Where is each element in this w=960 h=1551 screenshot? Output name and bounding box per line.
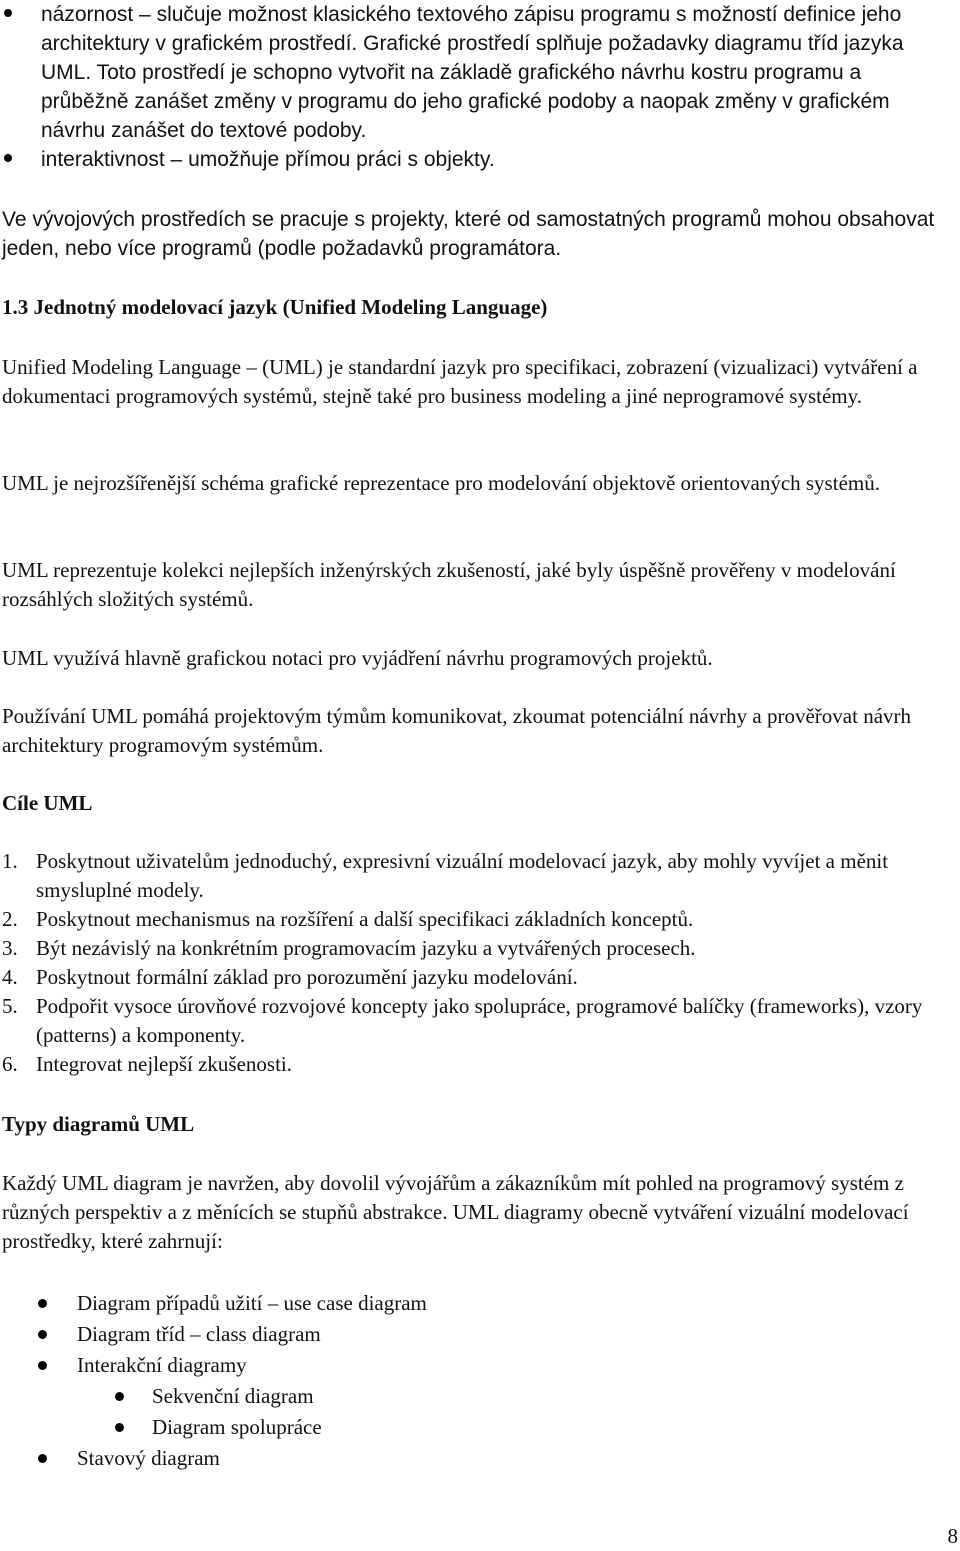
uml-definition-paragraph: Unified Modeling Language – (UML) je standardní jazyk pro specifikaci, zobrazení (vizualizaci) vytváření a dokumentaci programových systémů, stejně také pro business modeling a jiné neprogramové systémy. [2,355,918,408]
goal-text: Podpořit vysoce úrovňové rozvojové koncepty jako spolupráce, programové balíčky (frameworks), vzory (patterns) a komponenty. [36,994,923,1047]
diagram-type-item [0,1443,950,1474]
bullet-icon [115,1423,124,1432]
diagram-type-item [0,1350,950,1381]
goal-number: 4. [2,965,18,989]
goal-item [2,934,952,963]
diagram-type-label: Sekvenční diagram [152,1384,314,1408]
uml-notation-paragraph: UML využívá hlavně grafickou notaci pro vyjádření návrhu programových projektů. [2,646,713,670]
bullet-item-interactivity: interaktivnost – umožňuje přímou práci s objekty. [0,145,950,174]
types-paragraph: Každý UML diagram je navržen, aby dovolil vývojářům a zákazníkům mít pohled na programový systém z různých perspektiv a z měnících se stupňů abstrakce. UML diagramy obecně vytváření vizuální modelovací prostředky, které zahrnují: [2,1171,909,1253]
diagram-subtype-item [0,1381,950,1412]
goal-number: 6. [2,1052,18,1076]
diagram-type-item [0,1319,950,1350]
goal-text: Poskytnout uživatelům jednoduchý, expresivní vizuální modelovací jazyk, aby mohly vyvíjet a měnit smysluplné modely. [36,849,889,902]
bullet-icon [38,1361,47,1370]
diagram-types-list [0,1288,950,1474]
goals-list [2,847,952,1079]
diagram-type-label: Stavový diagram [77,1446,220,1470]
feature-bullet-list [0,0,950,174]
diagram-type-label: Interakční diagramy [77,1353,247,1377]
uml-experience-paragraph: UML reprezentuje kolekci nejlepších inženýrských zkušeností, jaké byly úspěšně prověřeny v modelování rozsáhlých složitých systémů. [2,558,896,611]
section-heading: 1.3 Jednotný modelovací jazyk (Unified Modeling Language) [2,295,548,319]
goals-heading: Cíle UML [2,791,93,815]
goal-number: 1. [2,849,18,873]
goal-text: Být nezávislý na konkrétním programovacím jazyku a vytvářených procesech. [36,936,696,960]
diagram-type-item [0,1288,950,1319]
bullet-item-clarity: názornost – slučuje možnost klasického textového zápisu programu s možností definice jeho architektury v grafickém prostředí. Grafické prostředí splňuje požadavky diagramu tříd jazyka UML. Toto prostředí je schopno vytvořit na základě grafického návrhu kostru programu a průběžně zanášet změny v programu do jeho grafické podoby a naopak změny v grafickém návrhu zanášet do textové podoby. [0,0,950,145]
goal-item [2,992,952,1050]
diagram-type-label: Diagram případů užití – use case diagram [77,1291,427,1315]
goal-text: Poskytnout formální základ pro porozumění jazyku modelování. [36,965,578,989]
goal-item [2,847,952,905]
bullet-icon [115,1392,124,1401]
goal-text: Poskytnout mechanismus na rozšíření a další specifikaci základních konceptů. [36,907,694,931]
bullet-icon [38,1299,47,1308]
goal-number: 5. [2,994,18,1018]
page-number: 8 [947,1524,958,1548]
bullet-icon [38,1330,47,1339]
goal-number: 3. [2,936,18,960]
goal-item [2,905,952,934]
diagram-type-label: Diagram tříd – class diagram [77,1322,321,1346]
uml-popularity-paragraph: UML je nejrozšířenější schéma grafické reprezentace pro modelování objektově orientovaných systémů. [2,471,880,495]
diagram-type-label: Diagram spolupráce [152,1415,322,1439]
goal-item [2,963,952,992]
goal-item [2,1050,952,1079]
types-heading: Typy diagramů UML [2,1112,195,1136]
goal-text: Integrovat nejlepší zkušenosti. [36,1052,293,1076]
projects-paragraph: Ve vývojových prostředích se pracuje s projekty, které od samostatných programů mohou obsahovat jeden, nebo více programů (podle požadavků programátora. [2,208,935,260]
bullet-icon [38,1454,47,1463]
diagram-subtype-item [0,1412,950,1443]
uml-usage-paragraph: Používání UML pomáhá projektovým týmům komunikovat, zkoumat potenciální návrhy a prověřovat návrh architektury programovým systémům. [2,704,912,757]
goal-number: 2. [2,907,18,931]
